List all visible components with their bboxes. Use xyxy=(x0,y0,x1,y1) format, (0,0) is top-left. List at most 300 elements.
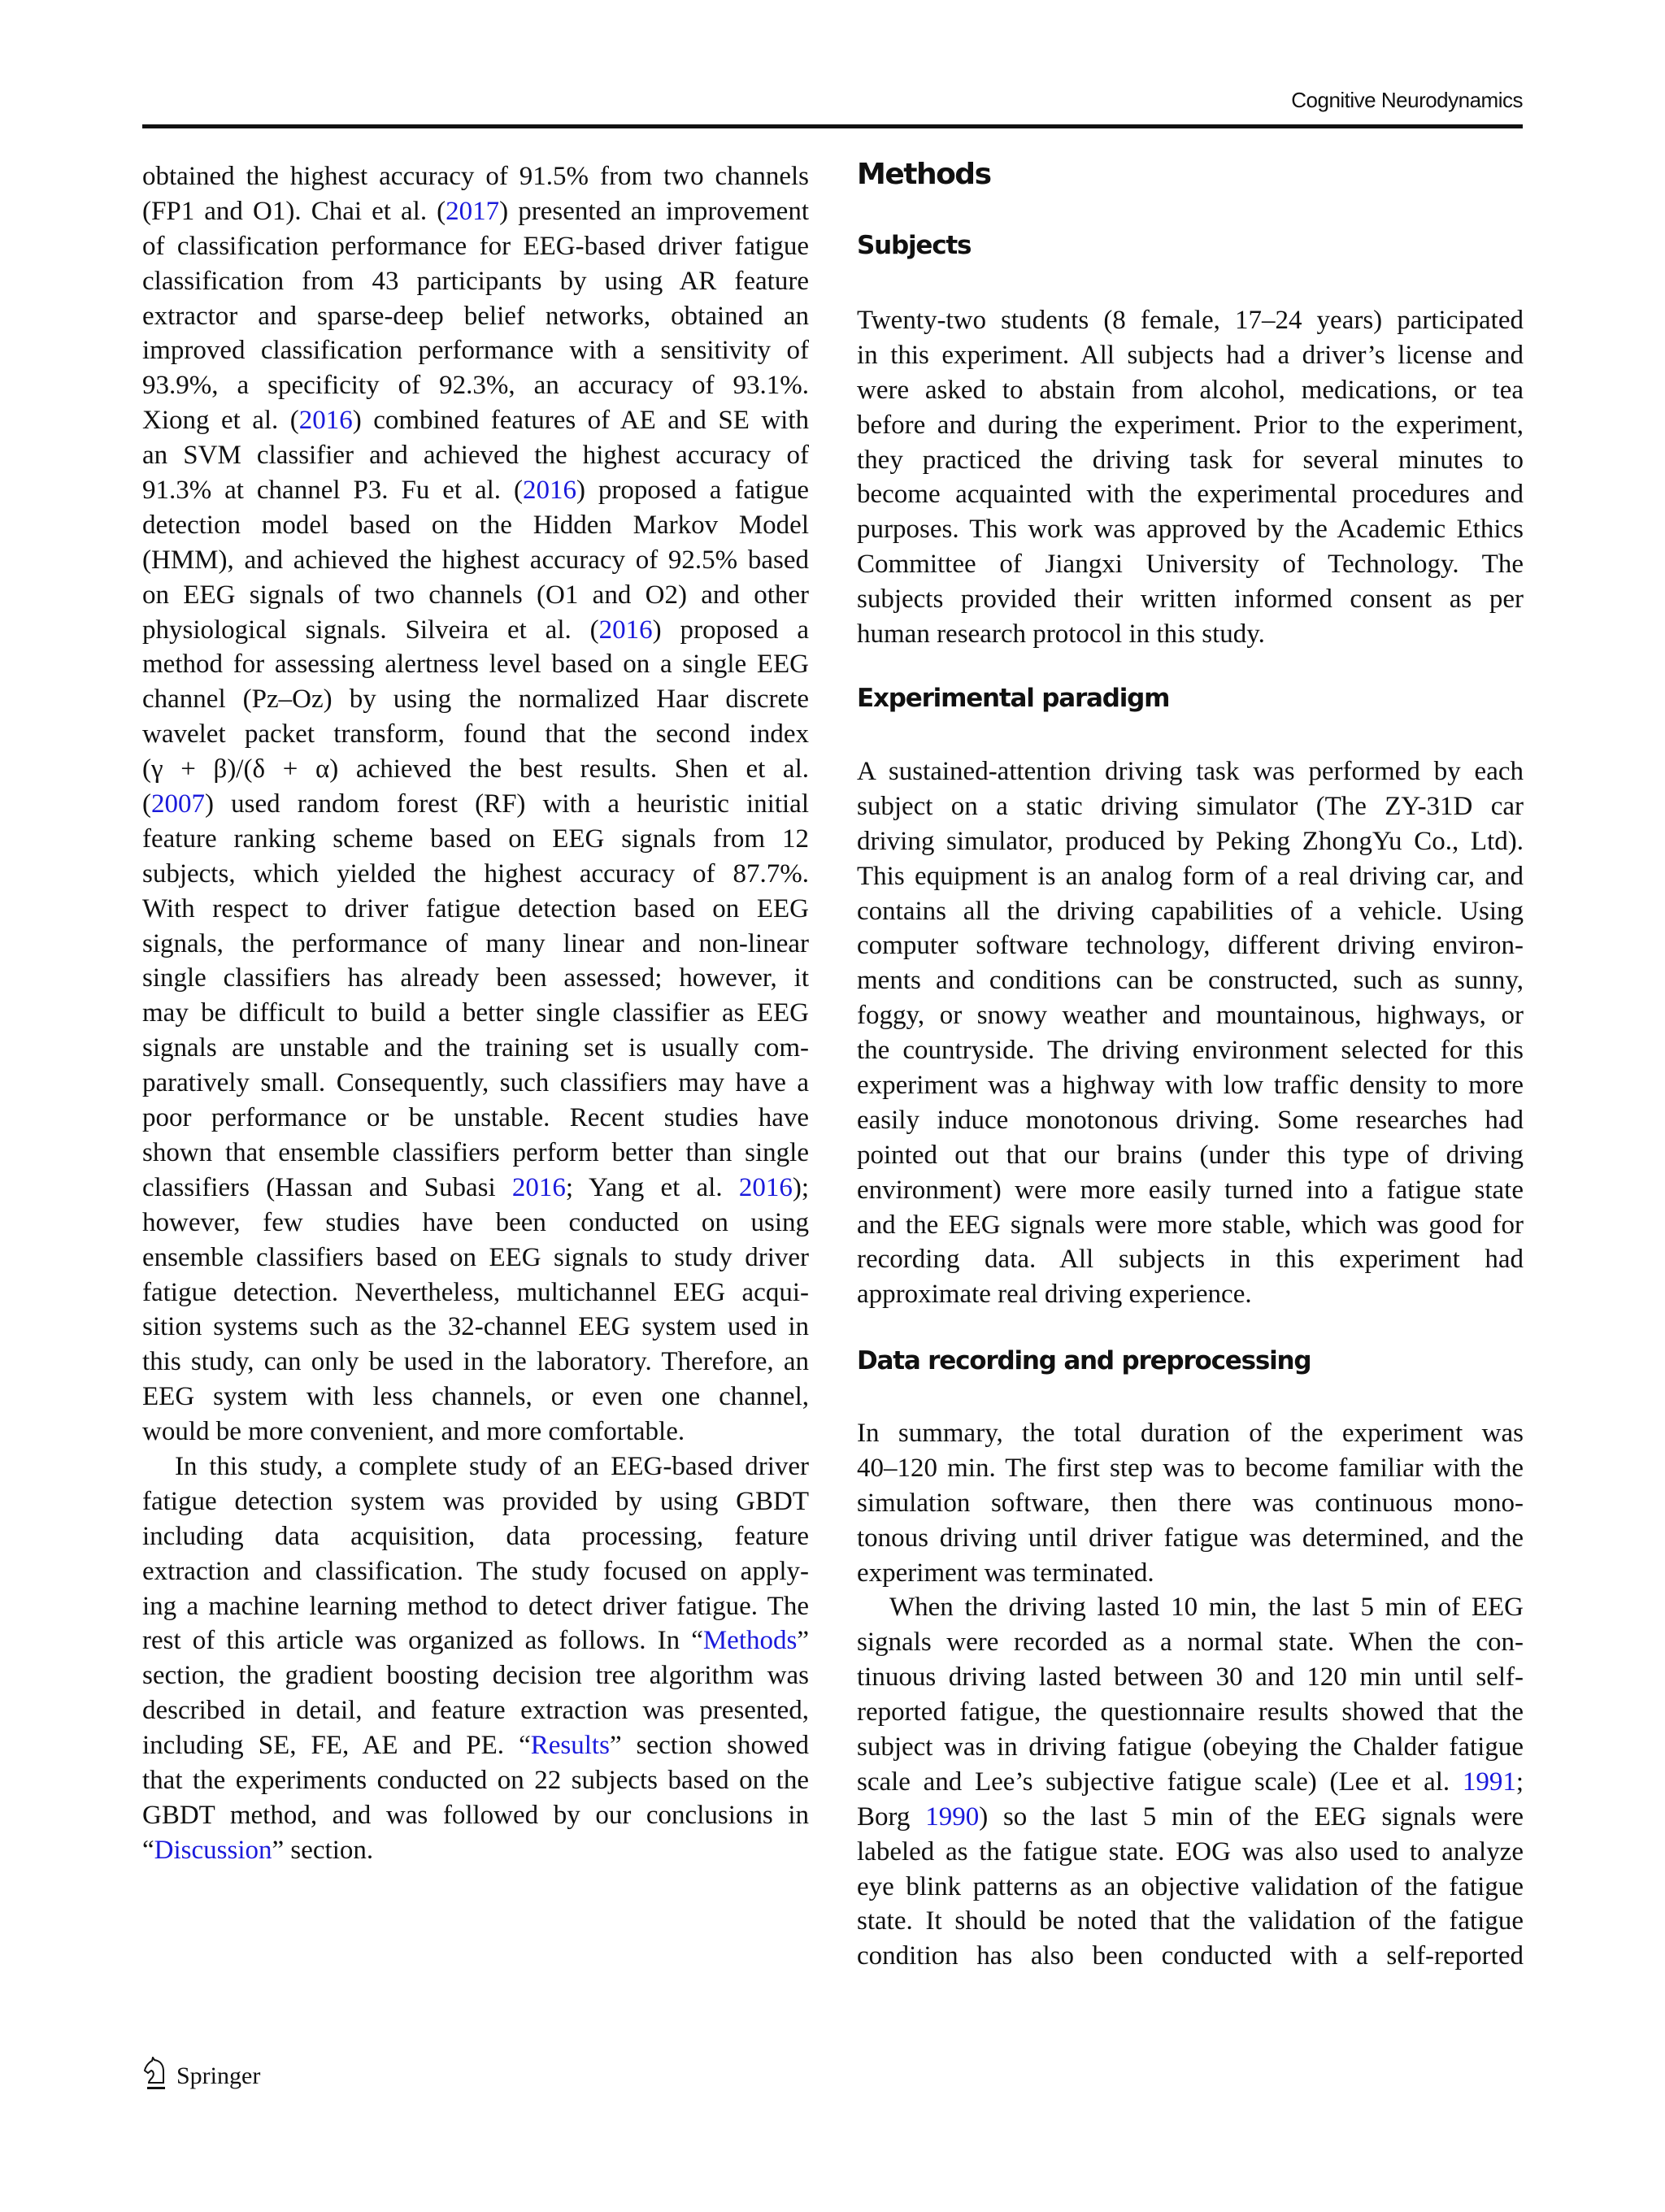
citation-link[interactable]: Results xyxy=(530,1731,610,1761)
publisher-name: Springer xyxy=(176,2062,261,2089)
text-line xyxy=(142,1798,809,1833)
subsection-heading-subjects: Subjects xyxy=(857,231,972,260)
citation-link[interactable]: 2016 xyxy=(522,476,576,506)
text-segment: signals were recorded as a normal state. When the con- xyxy=(857,1627,1524,1658)
text-segment: ensemble classifiers based on EEG signals to study driver xyxy=(142,1242,809,1272)
text-line-content xyxy=(142,1554,809,1589)
text-line xyxy=(857,1556,1524,1591)
text-line-content xyxy=(857,1800,1524,1835)
text-line-content xyxy=(857,1625,1524,1660)
text-line-content xyxy=(857,1451,1524,1486)
text-line xyxy=(857,1870,1524,1905)
text-segment: 91.3% at channel P3. Fu et al. ( xyxy=(142,476,523,506)
text-segment: described in detail, and feature extraction was presented, xyxy=(142,1696,809,1726)
text-line xyxy=(857,1904,1524,1939)
text-line xyxy=(142,159,809,194)
text-segment: fatigue detection system was provided by using GBDT xyxy=(142,1486,809,1516)
text-line xyxy=(857,824,1524,859)
text-segment: tinuous driving lasted between 30 and 120 min until self- xyxy=(857,1662,1524,1693)
text-line-content xyxy=(857,547,1524,582)
text-line-content xyxy=(857,582,1524,617)
text-segment: Committee of Jiangxi University of Technology. The xyxy=(857,550,1524,580)
text-line-content xyxy=(142,1380,809,1415)
text-line-content xyxy=(142,578,809,613)
text-line xyxy=(857,1590,1524,1625)
text-line xyxy=(142,1310,809,1345)
text-line xyxy=(857,1486,1524,1521)
text-segment: tonous driving until driver fatigue was determined, and the xyxy=(857,1523,1524,1553)
text-line-content xyxy=(142,822,809,857)
text-line-content xyxy=(857,1939,1524,1974)
text-line-content xyxy=(142,1623,809,1658)
text-line xyxy=(142,1345,809,1380)
text-segment: computer software technology, different driving environ- xyxy=(857,931,1524,961)
paragraph xyxy=(857,754,1524,1312)
text-line-content xyxy=(857,859,1524,894)
text-line-content xyxy=(142,682,809,717)
text-segment: In summary, the total duration of the experiment was xyxy=(857,1419,1524,1448)
citation-link[interactable]: Discussion xyxy=(154,1835,272,1865)
text-segment: Twenty-two students (8 female, 17–24 years) participated xyxy=(857,306,1524,335)
text-segment: When the driving lasted 10 min, the last 5 min of EEG xyxy=(889,1593,1524,1623)
text-line xyxy=(142,543,809,578)
text-segment: that the experiments conducted on 22 subjects based on the xyxy=(142,1765,809,1795)
text-line-content xyxy=(142,1449,809,1484)
text-line-content xyxy=(142,1763,809,1798)
text-segment: single classifiers has already been assessed; however, it xyxy=(142,963,809,993)
text-segment: however, few studies have been conducted on using xyxy=(142,1207,809,1237)
text-line-content xyxy=(142,543,809,578)
text-line xyxy=(857,1242,1524,1277)
text-line xyxy=(857,1416,1524,1451)
text-line xyxy=(142,229,809,264)
text-line-content xyxy=(857,1242,1524,1277)
text-line xyxy=(857,582,1524,617)
text-line xyxy=(857,894,1524,929)
subjects-body xyxy=(857,303,1524,652)
text-segment: improved classification performance with a sensitivity of xyxy=(142,336,809,366)
text-line-content xyxy=(142,1136,809,1171)
text-segment: state. It should be noted that the validation of the fatigue xyxy=(857,1906,1524,1936)
text-line-content xyxy=(142,927,809,962)
text-segment: scale and Lee’s subjective fatigue scale) (Lee et al. xyxy=(857,1767,1463,1797)
text-line-content xyxy=(857,373,1524,408)
text-segment: GBDT method, and was followed by our conclusions in xyxy=(142,1800,809,1830)
text-line-content xyxy=(857,1765,1524,1800)
text-segment: including data acquisition, data processing, feature xyxy=(142,1521,809,1551)
text-line xyxy=(142,1171,809,1206)
text-line xyxy=(142,682,809,717)
text-line-content xyxy=(142,1101,809,1136)
text-segment: and the EEG signals were more stable, which was good for xyxy=(857,1210,1524,1240)
text-segment: 40–120 min. The first step was to become familiar with the xyxy=(857,1453,1524,1483)
text-segment: human research protocol in this study. xyxy=(857,619,1265,650)
text-line-content xyxy=(857,963,1524,998)
text-line xyxy=(857,1277,1524,1312)
text-line-content xyxy=(142,787,809,822)
text-segment: experiment was terminated. xyxy=(857,1558,1154,1588)
text-line xyxy=(142,368,809,403)
text-segment: including SE, FE, AE and PE. “ xyxy=(142,1731,531,1761)
text-line xyxy=(857,547,1524,582)
citation-link[interactable]: 2016 xyxy=(298,406,353,436)
text-line xyxy=(142,438,809,473)
text-line xyxy=(142,787,809,822)
text-segment: fatigue detection. Nevertheless, multichannel EEG acqui- xyxy=(142,1277,809,1307)
text-segment: shown that ensemble classifiers perform better than single xyxy=(142,1137,809,1167)
text-line xyxy=(142,1554,809,1589)
text-line xyxy=(857,1173,1524,1208)
text-line-content xyxy=(142,752,809,787)
text-line-content xyxy=(857,443,1524,478)
text-line-content xyxy=(857,617,1265,652)
text-line xyxy=(857,1939,1524,1974)
text-line-content xyxy=(857,1068,1524,1103)
text-segment: signals are unstable and the training set is usually com- xyxy=(142,1033,809,1063)
text-line-content xyxy=(857,1208,1524,1243)
text-line-content xyxy=(142,857,809,892)
text-line xyxy=(857,789,1524,824)
text-line xyxy=(142,1415,809,1449)
subsection-heading-data-recording: Data recording and preprocessing xyxy=(857,1346,1311,1375)
text-segment: (HMM), and achieved the highest accuracy of 92.5% based xyxy=(142,545,809,575)
text-line-content xyxy=(142,647,809,682)
text-line-content xyxy=(857,1486,1524,1521)
text-line xyxy=(857,617,1524,652)
text-segment: the countryside. The driving environment selected for this xyxy=(857,1036,1524,1066)
text-line xyxy=(857,338,1524,373)
text-segment: This equipment is an analog form of a real driving car, and xyxy=(857,861,1524,891)
text-segment: subject was in driving fatigue (obeying the Chalder fatigue xyxy=(857,1732,1524,1762)
text-line-content xyxy=(857,998,1524,1033)
text-line-content xyxy=(857,1521,1524,1556)
paragraph xyxy=(857,303,1524,652)
text-line-content xyxy=(142,1728,809,1763)
text-line xyxy=(142,403,809,438)
text-segment: With respect to driver fatigue detection based on EEG xyxy=(142,893,809,923)
citation-link[interactable]: 2016 xyxy=(738,1172,793,1202)
text-segment: ) proposed a fatigue xyxy=(576,476,809,506)
text-segment: recording data. All subjects in this experiment had xyxy=(857,1245,1524,1275)
text-line xyxy=(142,473,809,508)
text-segment: classifiers (Hassan and Subasi xyxy=(142,1172,512,1202)
text-line xyxy=(142,508,809,543)
text-line xyxy=(142,927,809,962)
text-line xyxy=(142,717,809,752)
text-segment: obtained the highest accuracy of 91.5% from two channels xyxy=(142,162,809,191)
text-line-content xyxy=(857,1730,1524,1765)
text-line-content xyxy=(857,1590,1524,1625)
text-segment: A sustained-attention driving task was performed by each xyxy=(857,757,1524,786)
text-line xyxy=(142,1380,809,1415)
text-segment: driving simulator, produced by Peking ZhongYu Co., Ltd). xyxy=(857,826,1524,856)
text-line-content xyxy=(142,1833,373,1868)
text-line-content xyxy=(142,333,809,368)
text-line xyxy=(142,1693,809,1728)
text-line xyxy=(857,1730,1524,1765)
text-line-content xyxy=(857,1660,1524,1695)
text-line xyxy=(142,264,809,299)
text-line-content xyxy=(142,438,809,473)
text-line xyxy=(857,1695,1524,1730)
text-line xyxy=(142,1206,809,1241)
text-segment: ; xyxy=(1515,1767,1524,1797)
text-line xyxy=(857,859,1524,894)
text-segment: become acquainted with the experimental procedures and xyxy=(857,480,1524,510)
text-line-content xyxy=(857,789,1524,824)
text-line xyxy=(857,1068,1524,1103)
text-line xyxy=(142,194,809,229)
text-segment: this study, can only be used in the laboratory. Therefore, an xyxy=(142,1347,809,1377)
text-line xyxy=(142,1658,809,1693)
text-line-content xyxy=(857,1835,1524,1870)
text-segment: physiological signals. Silveira et al. ( xyxy=(142,615,599,645)
text-segment: EEG system with less channels, or even one channel, xyxy=(142,1382,809,1412)
text-line xyxy=(857,928,1524,963)
text-line xyxy=(857,443,1524,478)
text-line xyxy=(142,1241,809,1275)
text-segment: subjects provided their written informed consent as per xyxy=(857,585,1524,615)
text-segment: condition has also been conducted with a self-reported xyxy=(857,1941,1524,1971)
text-segment: ” section showed xyxy=(609,1731,809,1761)
text-line xyxy=(142,1763,809,1798)
text-segment: an SVM classifier and achieved the highest accuracy of xyxy=(142,441,809,471)
text-segment: before and during the experiment. Prior to the experiment, xyxy=(857,410,1524,440)
text-segment: “ xyxy=(142,1835,154,1865)
text-line-content xyxy=(142,1345,809,1380)
text-segment: ; Yang et al. xyxy=(565,1172,739,1202)
text-line-content xyxy=(142,299,809,334)
text-line xyxy=(142,996,809,1031)
text-line-content xyxy=(142,613,809,648)
text-line xyxy=(857,1138,1524,1173)
text-segment: were asked to abstain from alcohol, medications, or tea xyxy=(857,375,1524,405)
text-segment: reported fatigue, the questionnaire results showed that the xyxy=(857,1697,1524,1727)
text-segment: classification from 43 participants by using AR feature xyxy=(142,266,809,296)
text-line-content xyxy=(142,229,809,264)
text-segment: method for assessing alertness level based on a single EEG xyxy=(142,650,809,680)
header-rule xyxy=(142,124,1523,128)
text-line-content xyxy=(142,717,809,752)
subsection-heading-experimental-paradigm: Experimental paradigm xyxy=(857,684,1170,713)
text-line-content xyxy=(142,1206,809,1241)
text-segment: signals, the performance of many linear and non-linear xyxy=(142,928,809,958)
text-line xyxy=(142,961,809,996)
text-segment: ) combined features of AE and SE with xyxy=(352,406,809,436)
text-segment: experiment was a highway with low traffic density to more xyxy=(857,1071,1524,1101)
text-segment: 93.9%, a specificity of 92.3%, an accuracy of 93.1%. xyxy=(142,371,809,401)
text-line xyxy=(142,1728,809,1763)
text-line-content xyxy=(857,477,1524,512)
citation-link[interactable]: 2007 xyxy=(151,789,205,819)
text-line xyxy=(142,613,809,648)
text-line-content xyxy=(857,1416,1524,1451)
text-segment: ) proposed a xyxy=(652,615,809,645)
paragraph xyxy=(142,159,809,1449)
text-line xyxy=(857,1208,1524,1243)
text-segment: would be more convenient, and more comfortable. xyxy=(142,1417,685,1447)
text-line-content xyxy=(857,1870,1524,1905)
text-segment: ) presented an improvement xyxy=(499,196,809,226)
text-segment: Borg xyxy=(857,1801,926,1832)
text-line xyxy=(142,857,809,892)
text-line xyxy=(857,477,1524,512)
text-line-content xyxy=(142,1310,809,1345)
section-heading-methods: Methods xyxy=(857,158,991,191)
text-line xyxy=(142,1136,809,1171)
text-line-content xyxy=(142,1171,809,1206)
text-line-content xyxy=(142,1589,809,1624)
text-segment: Xiong et al. ( xyxy=(142,406,299,436)
citation-link[interactable]: 2016 xyxy=(598,615,653,645)
text-line xyxy=(142,1833,809,1868)
text-segment: ); xyxy=(792,1172,809,1202)
text-line-content xyxy=(857,1173,1524,1208)
text-segment: ” section. xyxy=(272,1835,374,1865)
text-line-content xyxy=(857,1033,1524,1068)
text-line-content xyxy=(857,928,1524,963)
text-line-content xyxy=(857,1277,1252,1312)
text-segment: of classification performance for EEG-based driver fatigue xyxy=(142,231,809,261)
text-segment: labeled as the fatigue state. EOG was also used to analyze xyxy=(857,1836,1524,1867)
text-line xyxy=(142,892,809,927)
text-segment: section, the gradient boosting decision tree algorithm was xyxy=(142,1661,809,1691)
text-segment: contains all the driving capabilities of a vehicle. Using xyxy=(857,896,1524,926)
text-line-content xyxy=(857,894,1524,929)
text-line-content xyxy=(142,1658,809,1693)
text-line-content xyxy=(142,961,809,996)
text-line-content xyxy=(142,1519,809,1554)
text-line-content xyxy=(857,1695,1524,1730)
text-line xyxy=(142,647,809,682)
text-line-content xyxy=(142,194,809,229)
text-segment: ) so the last 5 min of the EEG signals were xyxy=(979,1801,1524,1832)
text-segment: rest of this article was organized as follows. In “ xyxy=(142,1626,703,1656)
text-line-content xyxy=(142,1066,809,1101)
text-line xyxy=(142,1519,809,1554)
text-line-content xyxy=(857,338,1524,373)
text-line-content xyxy=(142,1798,809,1833)
text-segment: eye blink patterns as an objective validation of the fatigue xyxy=(857,1871,1524,1901)
text-segment: they practiced the driving task for several minutes to xyxy=(857,445,1524,475)
text-line-content xyxy=(857,303,1524,338)
text-segment: feature ranking scheme based on EEG signals from 12 xyxy=(142,824,809,854)
springer-knight-logo-icon xyxy=(142,2057,170,2095)
text-line-content xyxy=(142,892,809,927)
text-line-content xyxy=(142,1275,809,1310)
text-segment: ” xyxy=(797,1626,809,1656)
text-line xyxy=(857,998,1524,1033)
text-segment: detection model based on the Hidden Markov Model xyxy=(142,510,809,540)
text-line xyxy=(142,333,809,368)
text-line xyxy=(142,299,809,334)
text-line xyxy=(857,1660,1524,1695)
text-segment: ing a machine learning method to detect driver fatigue. The xyxy=(142,1591,809,1621)
text-line xyxy=(857,1521,1524,1556)
text-segment: channel (Pz–Oz) by using the normalized Haar discrete xyxy=(142,684,809,715)
text-line-content xyxy=(857,1138,1524,1173)
publisher-footer xyxy=(142,2057,260,2095)
text-line xyxy=(142,1589,809,1624)
text-segment: on EEG signals of two channels (O1 and O2) and other xyxy=(142,580,809,610)
citation-link[interactable]: 1990 xyxy=(925,1801,980,1832)
text-line xyxy=(857,1625,1524,1660)
text-line xyxy=(857,1033,1524,1068)
text-segment: extraction and classification. The study focused on apply- xyxy=(142,1556,809,1586)
text-line xyxy=(142,1484,809,1519)
text-line-content xyxy=(142,996,809,1031)
text-line xyxy=(857,1765,1524,1800)
text-segment: wavelet packet transform, found that the second index xyxy=(142,719,809,750)
text-line-content xyxy=(857,1556,1154,1591)
text-line xyxy=(857,512,1524,547)
text-line-content xyxy=(142,264,809,299)
text-segment: pointed out that our brains (under this type of driving xyxy=(857,1140,1524,1170)
data-recording-body xyxy=(857,1416,1524,1974)
text-segment: approximate real driving experience. xyxy=(857,1280,1252,1310)
text-line xyxy=(142,1449,809,1484)
text-segment: purposes. This work was approved by the Academic Ethics xyxy=(857,515,1524,545)
text-segment: sition systems such as the 32-channel EEG system used in xyxy=(142,1312,809,1342)
text-segment: ( xyxy=(142,789,151,819)
text-line xyxy=(857,408,1524,443)
text-line xyxy=(857,1103,1524,1138)
text-line-content xyxy=(142,1031,809,1066)
text-line xyxy=(142,1275,809,1310)
paragraph xyxy=(857,1416,1524,1590)
text-line xyxy=(857,373,1524,408)
paragraph xyxy=(857,1590,1524,1974)
text-line-content xyxy=(142,159,809,194)
text-line-content xyxy=(857,512,1524,547)
text-line xyxy=(142,1623,809,1658)
text-line-content xyxy=(142,368,809,403)
text-segment: foggy, or snowy weather and mountainous, highways, or xyxy=(857,1001,1524,1031)
text-line xyxy=(857,1835,1524,1870)
text-line xyxy=(142,752,809,787)
text-line-content xyxy=(142,1693,809,1728)
citation-link[interactable]: Methods xyxy=(702,1626,798,1656)
text-line xyxy=(857,963,1524,998)
text-segment: subject on a static driving simulator (The ZY-31D car xyxy=(857,791,1524,821)
text-line-content xyxy=(857,754,1524,789)
text-line xyxy=(857,1800,1524,1835)
text-line-content xyxy=(142,403,809,438)
text-segment: easily induce monotonous driving. Some researches had xyxy=(857,1105,1524,1135)
text-segment: paratively small. Consequently, such classifiers may have a xyxy=(142,1068,809,1098)
text-line xyxy=(142,1031,809,1066)
text-line-content xyxy=(142,508,809,543)
text-segment: simulation software, then there was continuous mono- xyxy=(857,1488,1524,1518)
text-line-content xyxy=(142,1241,809,1275)
citation-link[interactable]: 1991 xyxy=(1462,1767,1516,1797)
text-segment: extractor and sparse-deep belief networks, obtained an xyxy=(142,301,809,331)
experimental-paradigm-body xyxy=(857,754,1524,1312)
text-line-content xyxy=(857,1904,1524,1939)
text-segment: may be difficult to build a better single classifier as EEG xyxy=(142,998,809,1028)
text-segment: poor performance or be unstable. Recent studies have xyxy=(142,1103,809,1133)
citation-link[interactable]: 2016 xyxy=(511,1172,566,1202)
text-line-content xyxy=(857,824,1524,859)
text-line xyxy=(142,578,809,613)
text-segment: (γ + β)/(δ + α) achieved the best results. Shen et al. xyxy=(142,754,809,784)
text-segment: (FP1 and O1). Chai et al. ( xyxy=(142,196,446,226)
text-line xyxy=(857,303,1524,338)
text-line-content xyxy=(142,1415,685,1449)
text-line-content xyxy=(857,408,1524,443)
citation-link[interactable]: 2017 xyxy=(446,196,500,226)
text-line xyxy=(857,1451,1524,1486)
